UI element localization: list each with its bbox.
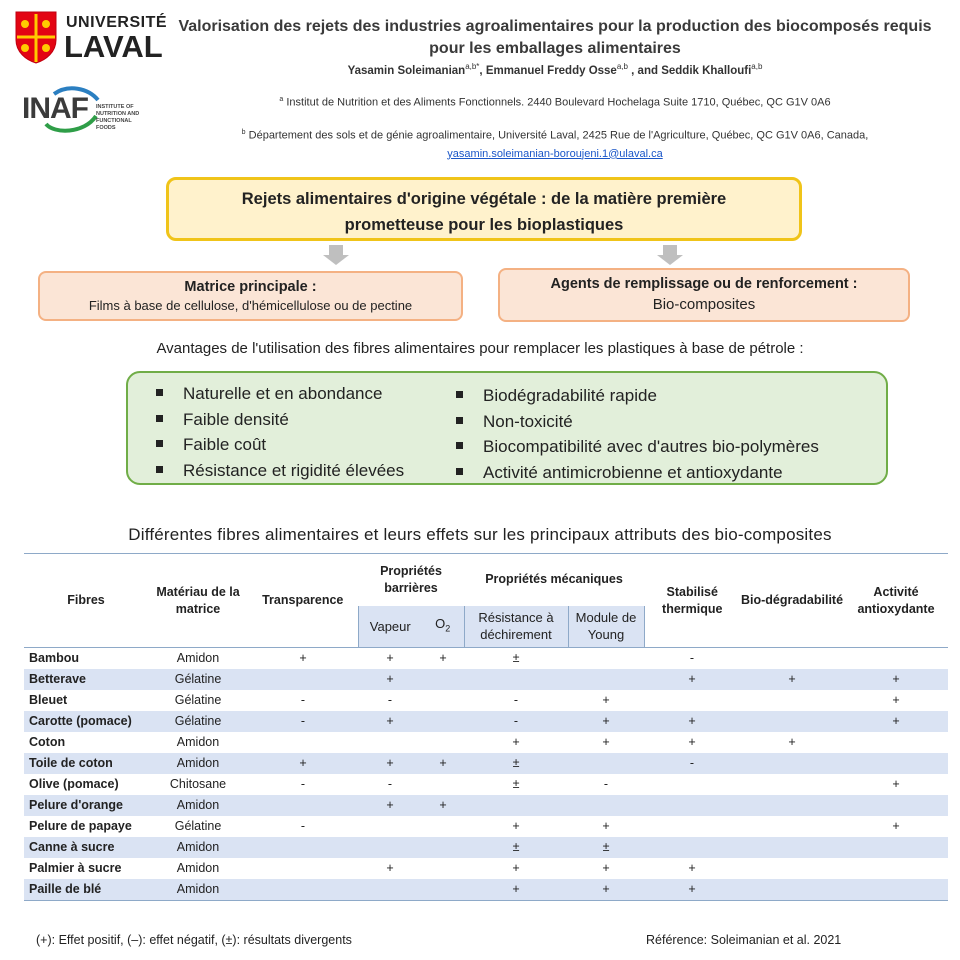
- cell-o2: [422, 837, 464, 858]
- cell-antioxydante: +: [844, 711, 948, 732]
- header-vapeur: Vapeur: [358, 606, 422, 648]
- poster-title: [160, 16, 950, 60]
- cell-transparence: -: [248, 711, 358, 732]
- cell-module: [568, 648, 644, 670]
- cell-biodegradabilite: [740, 690, 844, 711]
- affiliation-b-marker: b: [241, 129, 246, 136]
- table-row: [24, 753, 948, 774]
- cell-stabilite: +: [688, 735, 696, 749]
- bullet-icon: [156, 466, 163, 473]
- cell-matrice: Amidon: [176, 861, 220, 875]
- table-row: [24, 690, 948, 711]
- header-o2-subscript: 2: [445, 623, 451, 634]
- title-line-1: Valorisation des rejets des industries agroalimentaires pour la production des biocomposés requis: [178, 18, 932, 35]
- cell-fibre: Bambou: [24, 648, 148, 670]
- author-3: Seddik Khalloufi: [661, 64, 752, 77]
- cell-o2: [422, 732, 464, 753]
- header-resistance: Résistance à déchirement: [464, 606, 568, 648]
- reference-note: Référence: Soleimanian et al. 2021: [646, 933, 842, 947]
- cell-resistance: +: [464, 879, 568, 901]
- cell-vapeur: +: [358, 753, 422, 774]
- cell-biodegradabilite: [740, 858, 844, 879]
- main-concept-line-2: prometteuse pour les bioplastiques: [344, 216, 624, 234]
- cell-module: +: [602, 861, 610, 875]
- cell-biodegradabilite: [740, 795, 844, 816]
- list-item: [156, 432, 404, 458]
- cell-matrice: Gélatine: [148, 669, 248, 690]
- fibres-effects-table: [24, 553, 948, 901]
- cell-matrice: Amidon: [176, 735, 220, 749]
- cell-o2: [422, 816, 464, 837]
- cell-biodegradabilite: [740, 753, 844, 774]
- cell-resistance: [464, 669, 568, 690]
- cell-antioxydante: [844, 858, 948, 879]
- universite-laval-logo: [14, 10, 168, 66]
- bullet-icon: [156, 389, 163, 396]
- cell-module: ±: [568, 837, 644, 858]
- header-o2-text: O: [435, 615, 446, 631]
- cell-stabilite: [644, 837, 740, 858]
- cell-biodegradabilite: [740, 711, 844, 732]
- cell-biodegradabilite: +: [740, 669, 844, 690]
- cell-stabilite: +: [688, 861, 696, 875]
- author-3-affiliation: a,b: [751, 62, 763, 71]
- cell-vapeur: [358, 732, 422, 753]
- cell-biodegradabilite: [740, 879, 844, 901]
- list-item: [456, 434, 819, 460]
- advantage-text: Résistance et rigidité élevées: [183, 460, 405, 480]
- ulaval-logo-line2: LAVAL: [64, 29, 163, 64]
- effects-legend: (+): Effet positif, (–): effet négatif, (±): résultats divergents: [36, 933, 352, 947]
- cell-o2: [422, 711, 464, 732]
- advantage-text: Faible densité: [183, 409, 289, 429]
- cell-o2: [422, 879, 464, 901]
- author-2-affiliation: a,b: [616, 62, 628, 71]
- header-matrice: Matériau de la matrice: [148, 554, 248, 648]
- cell-antioxydante: +: [844, 669, 948, 690]
- cell-biodegradabilite: [740, 774, 844, 795]
- advantage-text: Activité antimicrobienne et antioxydante: [483, 462, 783, 482]
- cell-resistance: ±: [512, 777, 520, 791]
- table-row: [24, 816, 948, 837]
- agents-box: [498, 268, 910, 322]
- header-o2: [422, 606, 464, 648]
- cell-module: +: [602, 819, 610, 833]
- cell-transparence: -: [300, 777, 306, 791]
- cell-vapeur: +: [358, 711, 422, 732]
- cell-module: +: [602, 735, 610, 749]
- author-separator-1: ,: [479, 64, 486, 77]
- affiliation-a-marker: a: [279, 96, 284, 103]
- cell-resistance: -: [513, 693, 519, 707]
- cell-biodegradabilite: [740, 816, 844, 837]
- author-separator-2: , and: [627, 64, 662, 77]
- advantages-heading: Avantages de l'utilisation des fibres alimentaires pour remplacer les plastiques à base de pétrole :: [156, 340, 804, 357]
- cell-transparence: -: [300, 819, 306, 833]
- cell-antioxydante: +: [892, 693, 900, 707]
- cell-transparence: [248, 732, 358, 753]
- cell-stabilite: +: [644, 711, 740, 732]
- contact-email-link[interactable]: yasamin.soleimanian-boroujeni.1@ulaval.ca: [447, 147, 663, 160]
- ulaval-shield-icon: [14, 10, 58, 64]
- table-row: [24, 858, 948, 879]
- cell-antioxydante: [844, 837, 948, 858]
- cell-resistance: ±: [464, 753, 568, 774]
- cell-stabilite: [644, 774, 740, 795]
- advantage-text: Biodégradabilité rapide: [483, 386, 657, 405]
- bullet-icon: [156, 440, 163, 447]
- cell-module: +: [568, 711, 644, 732]
- cell-antioxydante: +: [892, 819, 900, 833]
- cell-antioxydante: [844, 753, 948, 774]
- cell-transparence: -: [300, 693, 306, 707]
- down-arrow-left-icon: [323, 245, 349, 267]
- list-item: [156, 458, 404, 484]
- cell-module: +: [602, 693, 610, 707]
- cell-matrice: Gélatine: [174, 819, 222, 833]
- cell-stabilite: [644, 690, 740, 711]
- cell-resistance: [464, 795, 568, 816]
- cell-biodegradabilite: [740, 648, 844, 670]
- inaf-name: INAF: [22, 92, 88, 125]
- header-mecaniques: Propriétés mécaniques: [464, 554, 644, 606]
- cell-module: [568, 669, 644, 690]
- cell-o2: [422, 690, 464, 711]
- table-row: [24, 648, 948, 670]
- cell-vapeur: [358, 837, 422, 858]
- bullet-icon: [456, 468, 463, 475]
- cell-resistance: +: [512, 735, 520, 749]
- table-row: [24, 711, 948, 732]
- bullet-icon: [456, 417, 463, 424]
- bullet-icon: [456, 442, 463, 449]
- cell-antioxydante: +: [892, 777, 900, 791]
- cell-transparence: +: [248, 648, 358, 670]
- cell-fibre: Palmier à sucre: [29, 861, 122, 875]
- header-stabilite: Stabilisé thermique: [644, 554, 740, 648]
- cell-antioxydante: [844, 795, 948, 816]
- table-body: [24, 648, 948, 901]
- affiliation-a: [160, 96, 950, 109]
- advantages-box: [126, 371, 888, 485]
- list-item: [456, 460, 819, 486]
- advantage-text: Biocompatibilité avec d'autres bio-polymères: [483, 437, 819, 456]
- down-arrow-right-icon: [657, 245, 683, 267]
- cell-transparence: [248, 837, 358, 858]
- cell-stabilite: +: [644, 669, 740, 690]
- header-transparence: Transparence: [248, 554, 358, 648]
- list-item: [456, 383, 819, 409]
- list-item: [156, 407, 404, 433]
- cell-vapeur: [358, 879, 422, 901]
- cell-o2: [422, 858, 464, 879]
- list-item: [456, 409, 819, 435]
- author-2: Emmanuel Freddy Osse: [485, 64, 617, 77]
- cell-vapeur: +: [358, 669, 422, 690]
- matrix-box-title: Matrice principale :: [184, 279, 317, 295]
- cell-o2: [422, 669, 464, 690]
- advantages-list-right: [456, 383, 819, 485]
- cell-biodegradabilite: [740, 837, 844, 858]
- cell-fibre: Pelure de papaye: [29, 819, 132, 833]
- cell-fibre: Toile de coton: [24, 753, 148, 774]
- author-list: [160, 62, 950, 77]
- cell-matrice: Amidon: [148, 837, 248, 858]
- list-item: [156, 381, 404, 407]
- cell-stabilite: +: [644, 879, 740, 901]
- main-concept-box: [166, 177, 802, 241]
- cell-module: [568, 795, 644, 816]
- cell-fibre: Pelure d'orange: [24, 795, 148, 816]
- header-barrieres: Propriétés barrières: [358, 554, 464, 606]
- advantage-text: Non-toxicité: [483, 411, 573, 431]
- cell-resistance: +: [512, 861, 520, 875]
- bullet-icon: [456, 391, 463, 398]
- inaf-subtitle: INSTITUTE OF NUTRITION AND FUNCTIONAL FOODS: [96, 104, 140, 131]
- cell-o2: +: [422, 795, 464, 816]
- table-row: [24, 879, 948, 901]
- cell-matrice: Amidon: [148, 753, 248, 774]
- advantage-text: Faible coût: [183, 435, 267, 454]
- header-antioxydante: Activité antioxydante: [844, 554, 948, 648]
- cell-transparence: [248, 795, 358, 816]
- advantages-list-left: [156, 381, 404, 483]
- table-row: [24, 795, 948, 816]
- cell-vapeur: -: [387, 777, 393, 791]
- cell-fibre: Paille de blé: [24, 879, 148, 901]
- cell-fibre: Canne à sucre: [24, 837, 148, 858]
- affiliation-a-text: Institut de Nutrition et des Aliments Fonctionnels. 2440 Boulevard Hochelaga Suite 1710, Québec, QC G1V 0A6: [283, 96, 831, 109]
- cell-antioxydante: [844, 648, 948, 670]
- cell-fibre: Coton: [29, 735, 66, 749]
- author-1-affiliation: a,b*: [465, 62, 480, 71]
- affiliation-b-text: Département des sols et de génie agroalimentaire, Université Laval, 2425 Rue de l'Agriculture, Québec, QC G1V 0A6, Canada,: [245, 129, 869, 142]
- agents-box-title: Agents de remplissage ou de renforcement :: [550, 276, 858, 292]
- cell-resistance: ±: [464, 837, 568, 858]
- cell-vapeur: -: [387, 693, 393, 707]
- cell-module: -: [603, 777, 609, 791]
- table-row: [24, 669, 948, 690]
- bullet-icon: [156, 415, 163, 422]
- inaf-logo: [22, 84, 152, 140]
- cell-fibre: Betterave: [24, 669, 148, 690]
- cell-fibre: Carotte (pomace): [24, 711, 148, 732]
- advantage-text: Naturelle et en abondance: [183, 384, 383, 403]
- cell-fibre: Olive (pomace): [29, 777, 119, 791]
- cell-o2: +: [422, 648, 464, 670]
- cell-antioxydante: [844, 732, 948, 753]
- cell-antioxydante: [844, 879, 948, 901]
- cell-fibre: Bleuet: [29, 693, 68, 707]
- cell-matrice: Gélatine: [148, 711, 248, 732]
- ulaval-logo-line1: UNIVERSITÉ: [66, 14, 168, 31]
- cell-matrice: Chitosane: [169, 777, 227, 791]
- cell-stabilite: [644, 795, 740, 816]
- affiliation-b: [160, 124, 950, 163]
- cell-resistance: ±: [464, 648, 568, 670]
- cell-o2: +: [422, 753, 464, 774]
- cell-matrice: Amidon: [148, 648, 248, 670]
- cell-stabilite: [644, 816, 740, 837]
- cell-matrice: Amidon: [148, 795, 248, 816]
- table-row: [24, 774, 948, 795]
- cell-matrice: Amidon: [148, 879, 248, 901]
- cell-matrice: Gélatine: [174, 693, 222, 707]
- main-concept-line-1: Rejets alimentaires d'origine végétale : de la matière première: [241, 190, 727, 208]
- cell-vapeur: +: [358, 795, 422, 816]
- cell-stabilite: -: [644, 648, 740, 670]
- title-line-2: pour les emballages alimentaires: [429, 40, 681, 57]
- cell-module: +: [568, 879, 644, 901]
- table-row: [24, 837, 948, 858]
- cell-stabilite: -: [644, 753, 740, 774]
- cell-resistance: -: [464, 711, 568, 732]
- matrix-box-description: Films à base de cellulose, d'hémicellulose ou de pectine: [88, 298, 413, 313]
- cell-vapeur: +: [386, 861, 394, 875]
- table-title: Différentes fibres alimentaires et leurs effets sur les principaux attributs des bio-composites: [128, 525, 832, 544]
- cell-transparence: [248, 669, 358, 690]
- table-row: [24, 732, 948, 753]
- header-module-young: Module de Young: [568, 606, 644, 648]
- cell-module: [568, 753, 644, 774]
- agents-box-description: Bio-composites: [652, 296, 756, 313]
- cell-vapeur: +: [358, 648, 422, 670]
- cell-transparence: [248, 879, 358, 901]
- cell-biodegradabilite: +: [788, 735, 796, 749]
- header-biodegradabilite: Bio-dégradabilité: [740, 554, 844, 648]
- author-1: Yasamin Soleimanian: [347, 64, 466, 77]
- matrix-box: [38, 271, 463, 321]
- header-fibres: Fibres: [24, 554, 148, 648]
- cell-resistance: +: [512, 819, 520, 833]
- cell-o2: [422, 774, 464, 795]
- cell-vapeur: [358, 816, 422, 837]
- cell-transparence: [248, 858, 358, 879]
- cell-transparence: +: [248, 753, 358, 774]
